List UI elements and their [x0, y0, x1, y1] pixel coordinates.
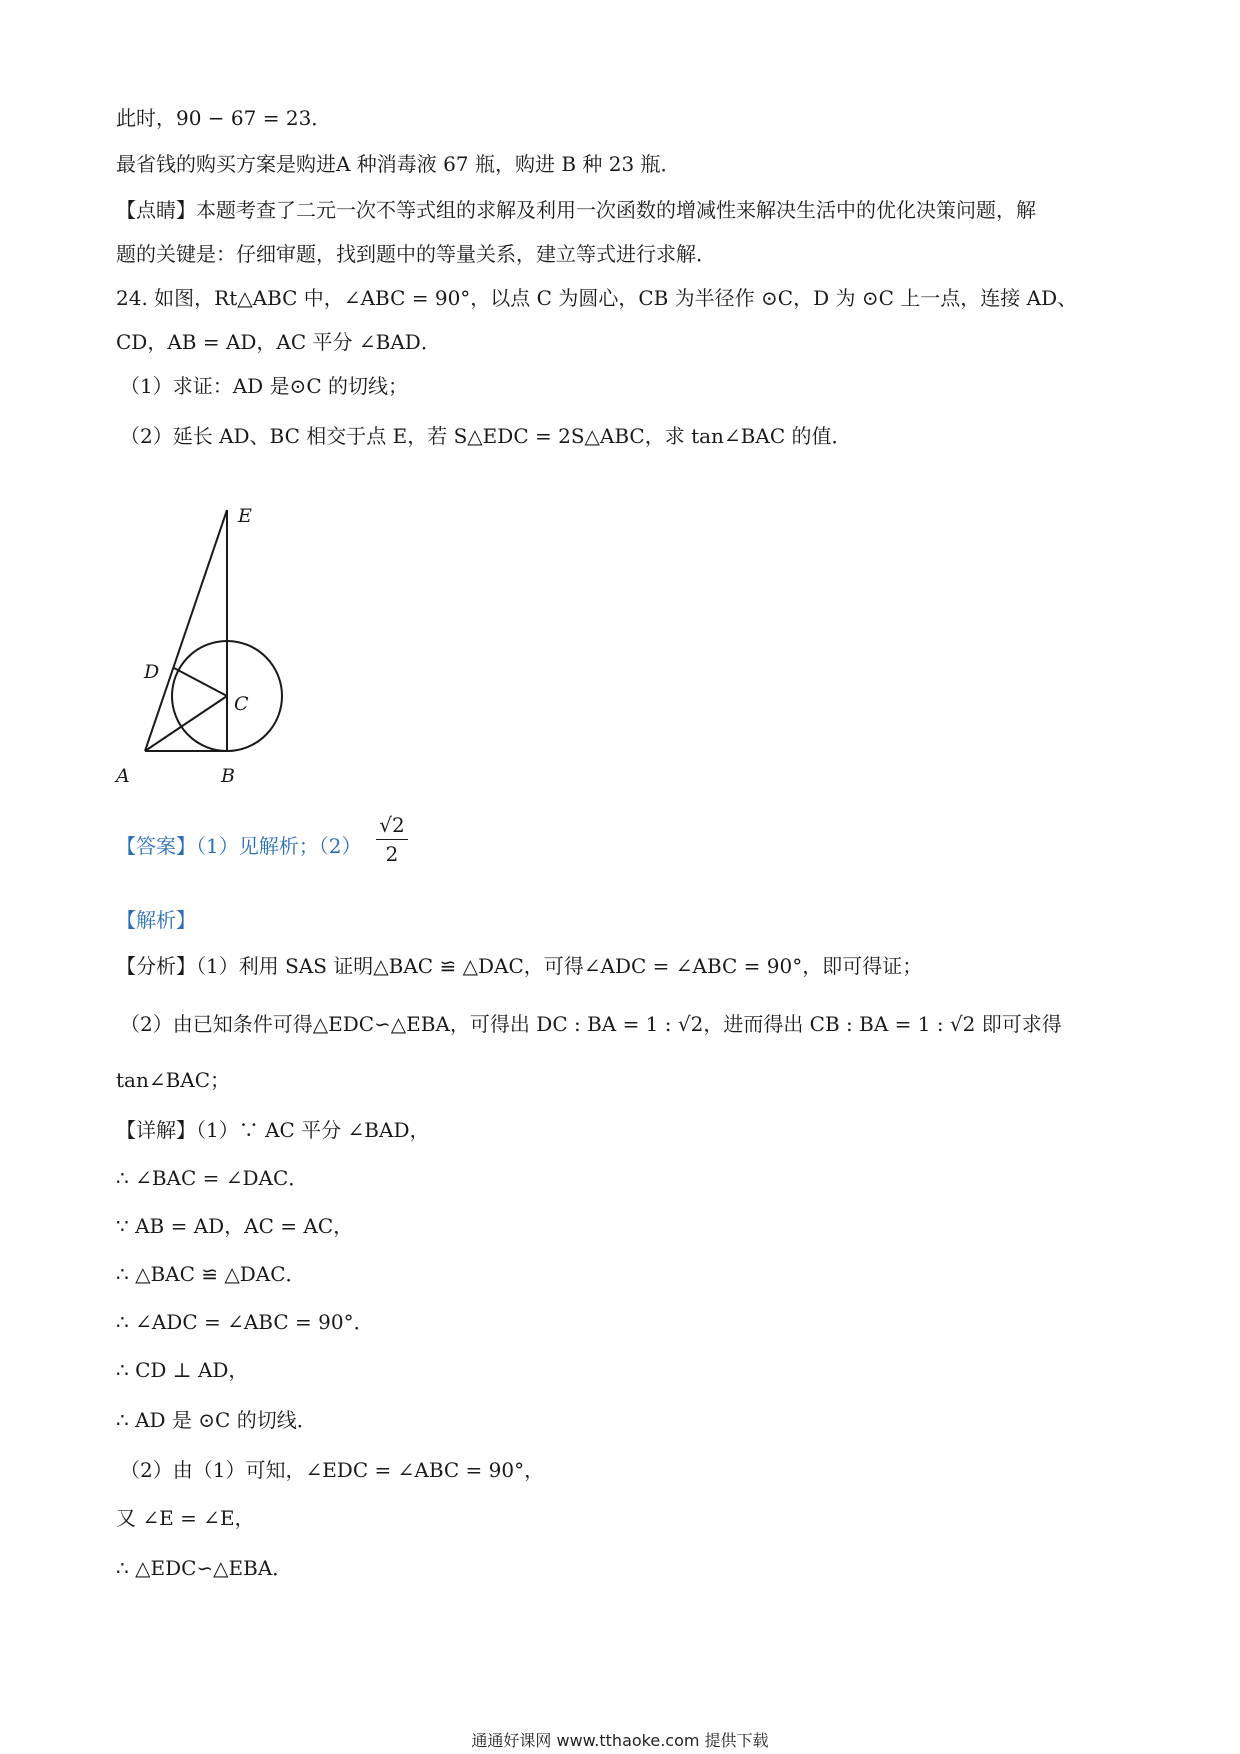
problem-part-2: （2）延长 AD、BC 相交于点 E，若 S△EDC = 2S△ABC，求 tan∠BAC 的值． — [120, 424, 852, 448]
detail-line: ∵ AB = AD，AC = AC， — [116, 1214, 354, 1238]
segment-ea — [145, 510, 227, 751]
analysis-line: （2）由已知条件可得△EDC∽△EBA，可得出 DC : BA = 1 : √2，进而得出 CB : BA = 1 : √2 即可求得 — [120, 1012, 1062, 1036]
segment-ac — [145, 696, 227, 751]
fraction-numerator: √2 — [379, 813, 405, 837]
label-d: D — [144, 661, 160, 683]
problem-part-1: （1）求证：AD 是⊙C 的切线； — [120, 374, 408, 398]
answer-label: 【答案】（1）见解析；（2） — [116, 834, 362, 858]
answer-fraction — [372, 812, 412, 867]
label-b: B — [221, 765, 235, 787]
analysis-line: tan∠BAC； — [116, 1068, 231, 1092]
label-c: C — [234, 693, 249, 715]
geometry-diagram — [110, 500, 310, 790]
detail-line: 【详解】（1）∵ AC 平分 ∠BAD， — [116, 1118, 430, 1142]
fraction-denominator: 2 — [385, 842, 399, 866]
text-line: 【点睛】本题考查了二元一次不等式组的求解及利用一次函数的增减性来解决生活中的优化决策问题，解 — [116, 198, 1036, 222]
problem-24-line: 24. 如图，Rt△ABC 中，∠ABC = 90°，以点 C 为圆心，CB 为半径作 ⊙C，D 为 ⊙C 上一点，连接 AD、 — [116, 286, 1078, 310]
fraction-bar — [376, 839, 408, 840]
analysis-line: 【分析】（1）利用 SAS 证明△BAC ≌ △DAC，可得∠ADC = ∠ABC = 90°，即可得证； — [116, 954, 923, 978]
label-a: A — [116, 765, 130, 787]
detail-line: 又 ∠E = ∠E， — [116, 1506, 255, 1530]
problem-24-line: CD，AB = AD，AC 平分 ∠BAD． — [116, 330, 441, 354]
detail-line: ∴ △BAC ≌ △DAC． — [116, 1262, 306, 1286]
detail-line: ∴ AD 是 ⊙C 的切线． — [116, 1408, 317, 1432]
analysis-label: 【解析】 — [116, 908, 196, 932]
detail-line: ∴ △EDC∽△EBA． — [116, 1556, 293, 1580]
label-e: E — [238, 505, 252, 527]
detail-line: （2）由（1）可知，∠EDC = ∠ABC = 90°， — [120, 1458, 545, 1482]
detail-line: ∴ CD ⊥ AD， — [116, 1358, 249, 1382]
segment-dc — [174, 668, 227, 696]
text-line: 此时，90 − 67 = 23． — [116, 106, 332, 130]
detail-line: ∴ ∠ADC = ∠ABC = 90°． — [116, 1310, 374, 1334]
text-line: 最省钱的购买方案是购进A 种消毒液 67 瓶，购进 B 种 23 瓶． — [116, 152, 681, 176]
detail-line: ∴ ∠BAC = ∠DAC． — [116, 1166, 309, 1190]
page-footer: 通通好课网 www.tthaoke.com 提供下载 — [471, 1731, 769, 1750]
geometry-figure — [110, 500, 310, 790]
text-line: 题的关键是：仔细审题，找到题中的等量关系，建立等式进行求解． — [116, 242, 716, 266]
